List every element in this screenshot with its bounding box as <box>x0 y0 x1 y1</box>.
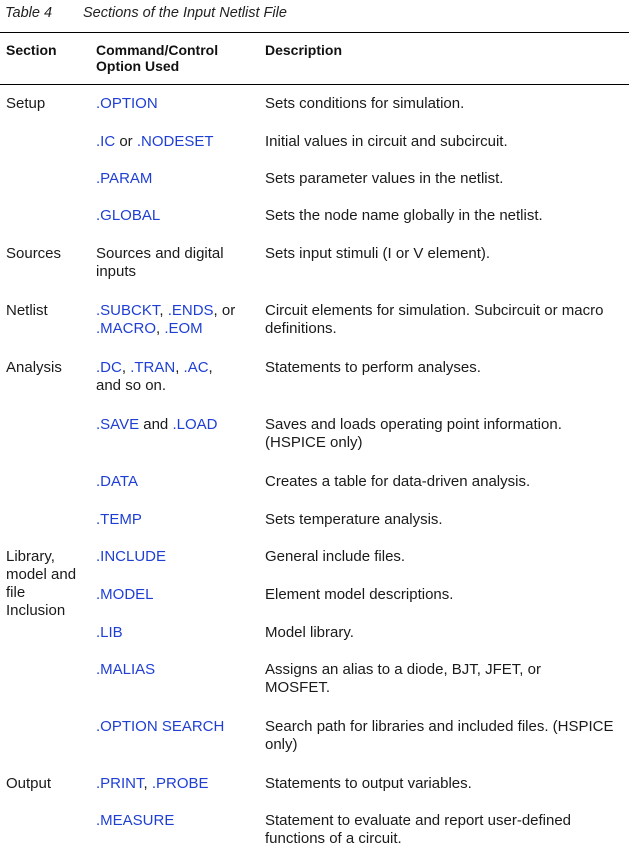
section-cell: Netlist <box>6 302 48 319</box>
description-cell: Model library. <box>265 624 354 641</box>
command-cell <box>96 586 261 604</box>
command-link[interactable]: .OPTION <box>96 95 158 112</box>
command-cell <box>96 718 261 736</box>
description-cell: Sets the node name globally in the netlist. <box>265 207 543 224</box>
description-cell: Element model descriptions. <box>265 586 454 603</box>
header-rule <box>0 84 629 85</box>
description-cell: Sets temperature analysis. <box>265 511 443 528</box>
command-link[interactable]: .OPTION SEARCH <box>96 718 225 735</box>
command-cell <box>96 511 261 529</box>
header-section: Section <box>6 42 57 58</box>
command-link[interactable]: .INCLUDE <box>96 548 167 565</box>
header-command: Command/Control Option Used <box>96 42 219 74</box>
description-cell: Assigns an alias to a diode, BJT, JFET, or MOSFET. <box>265 661 541 696</box>
command-cell <box>96 95 261 113</box>
command-link[interactable]: .LOAD <box>172 416 218 433</box>
command-link[interactable]: .IC <box>96 133 116 150</box>
description-cell: Circuit elements for simulation. Subcircuit or macro definitions. <box>265 302 604 337</box>
section-cell: Analysis <box>6 359 62 376</box>
command-cell: Sources and digital inputs <box>96 245 224 280</box>
section-cell: Setup <box>6 95 46 112</box>
command-cell <box>96 473 261 491</box>
command-cell <box>96 548 261 566</box>
command-cell <box>96 812 261 830</box>
command-cell: .IC or .NODESET <box>96 133 214 150</box>
command-link[interactable]: .MODEL <box>96 586 154 603</box>
command-link[interactable]: .LIB <box>96 624 123 641</box>
command-cell: .DC, .TRAN, .AC, and so on. <box>96 359 213 394</box>
description-cell: Search path for libraries and included files. (HSPICE only) <box>265 718 614 753</box>
command-link[interactable]: .AC <box>183 359 209 376</box>
command-cell <box>96 624 261 642</box>
command-cell <box>96 170 261 188</box>
command-link[interactable]: .DC <box>96 359 122 376</box>
table-number: Table 4 <box>5 5 53 21</box>
description-cell: Statements to output variables. <box>265 775 472 792</box>
section-cell: Sources <box>6 245 62 262</box>
description-cell: Statements to perform analyses. <box>265 359 481 376</box>
command-link[interactable]: .DATA <box>96 473 138 490</box>
description-cell: Sets input stimuli (I or V element). <box>265 245 491 262</box>
table-top-rule <box>0 32 629 33</box>
description-cell: General include files. <box>265 548 406 565</box>
command-cell <box>96 661 261 679</box>
command-link[interactable]: .TEMP <box>96 511 142 528</box>
command-link[interactable]: .GLOBAL <box>96 207 161 224</box>
command-link[interactable]: .PROBE <box>151 775 209 792</box>
command-link[interactable]: .PRINT <box>96 775 144 792</box>
description-cell: Sets conditions for simulation. <box>265 95 465 112</box>
command-link[interactable]: .SUBCKT <box>96 302 160 319</box>
section-cell: Output <box>6 775 52 792</box>
description-cell: Initial values in circuit and subcircuit. <box>265 133 508 150</box>
description-cell: Creates a table for data-driven analysis. <box>265 473 531 490</box>
command-cell <box>96 207 261 225</box>
table-caption <box>5 5 287 21</box>
command-cell: .PRINT, .PROBE <box>96 775 209 792</box>
description-cell: Sets parameter values in the netlist. <box>265 170 504 187</box>
command-link[interactable]: .SAVE <box>96 416 140 433</box>
command-link[interactable]: .PARAM <box>96 170 153 187</box>
description-cell: Saves and loads operating point information. (HSPICE only) <box>265 416 562 451</box>
command-link[interactable]: .TRAN <box>130 359 176 376</box>
command-link[interactable]: .EOM <box>164 320 203 337</box>
description-cell: Statement to evaluate and report user-defined functions of a circuit. <box>265 812 572 847</box>
section-cell: Library, model and file Inclusion <box>6 548 77 619</box>
command-link[interactable]: .MALIAS <box>96 661 156 678</box>
command-cell: .SUBCKT, .ENDS, or .MACRO, .EOM <box>96 302 236 337</box>
command-link[interactable]: .ENDS <box>167 302 214 319</box>
header-description: Description <box>265 42 343 58</box>
command-link[interactable]: .MACRO <box>96 320 156 337</box>
command-link[interactable]: .MEASURE <box>96 812 175 829</box>
command-cell: .SAVE and .LOAD <box>96 416 218 433</box>
table-title: Sections of the Input Netlist File <box>83 5 287 21</box>
command-link[interactable]: .NODESET <box>136 133 214 150</box>
